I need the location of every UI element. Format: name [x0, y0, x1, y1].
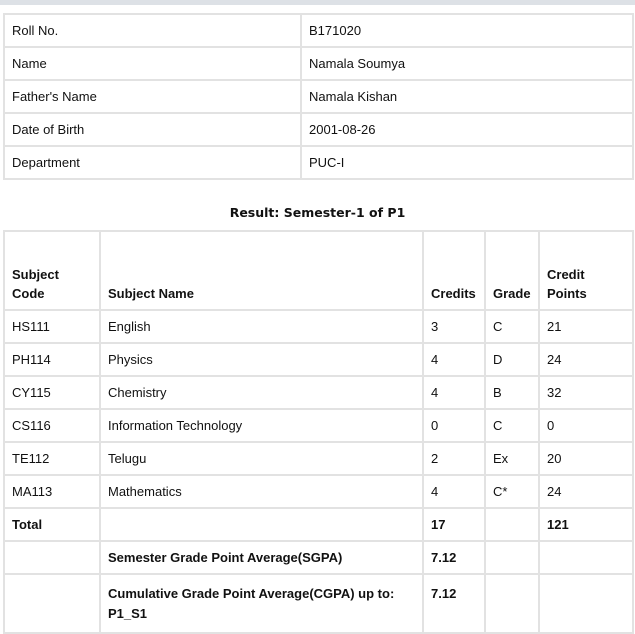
subject-code: HS111 — [4, 310, 100, 343]
subject-credits: 4 — [423, 343, 485, 376]
cgpa-value: 7.12 — [423, 574, 485, 633]
subject-name: Mathematics — [100, 475, 423, 508]
header-subject-code-line2: Code — [12, 286, 45, 301]
subject-credit-points: 20 — [539, 442, 633, 475]
student-info-table — [3, 13, 634, 180]
header-credit-points — [539, 231, 633, 310]
subject-credits: 4 — [423, 475, 485, 508]
roll-label: Roll No. — [4, 14, 301, 47]
info-row-father — [4, 80, 633, 113]
total-row — [4, 508, 633, 541]
subject-credit-points: 24 — [539, 475, 633, 508]
dob-value: 2001-08-26 — [301, 113, 633, 146]
sgpa-empty-grade — [485, 541, 539, 574]
name-value: Namala Soumya — [301, 47, 633, 80]
subject-name: English — [100, 310, 423, 343]
subject-grade: C — [485, 310, 539, 343]
dob-label: Date of Birth — [4, 113, 301, 146]
department-value: PUC-I — [301, 146, 633, 179]
total-credit-points: 121 — [539, 508, 633, 541]
cgpa-empty-grade — [485, 574, 539, 633]
subject-code: CY115 — [4, 376, 100, 409]
subject-credit-points: 32 — [539, 376, 633, 409]
cgpa-row — [4, 574, 633, 633]
subject-grade: D — [485, 343, 539, 376]
subject-credits: 4 — [423, 376, 485, 409]
sgpa-label: Semester Grade Point Average(SGPA) — [100, 541, 423, 574]
table-row — [4, 343, 633, 376]
name-label: Name — [4, 47, 301, 80]
cgpa-label-line1: Cumulative Grade Point Average(CGPA) up to: — [108, 586, 395, 601]
total-empty-name — [100, 508, 423, 541]
subject-code: MA113 — [4, 475, 100, 508]
result-header-row — [4, 231, 633, 310]
total-empty-grade — [485, 508, 539, 541]
subject-name: Physics — [100, 343, 423, 376]
info-row-department — [4, 146, 633, 179]
header-credits: Credits — [423, 231, 485, 310]
table-row — [4, 376, 633, 409]
header-subject-code — [4, 231, 100, 310]
info-row-roll — [4, 14, 633, 47]
subject-code: CS116 — [4, 409, 100, 442]
subject-grade: C* — [485, 475, 539, 508]
subject-name: Telugu — [100, 442, 423, 475]
subject-credits: 3 — [423, 310, 485, 343]
info-row-name — [4, 47, 633, 80]
result-caption: Result: Semester-1 of P1 — [229, 205, 406, 220]
subject-credit-points: 0 — [539, 409, 633, 442]
subject-code: TE112 — [4, 442, 100, 475]
cgpa-empty-code — [4, 574, 100, 633]
subject-grade: C — [485, 409, 539, 442]
header-credit-points-line1: Credit — [547, 267, 585, 282]
table-row — [4, 442, 633, 475]
father-value: Namala Kishan — [301, 80, 633, 113]
subject-credit-points: 24 — [539, 343, 633, 376]
sgpa-empty-code — [4, 541, 100, 574]
table-row — [4, 475, 633, 508]
header-subject-code-line1: Subject — [12, 267, 59, 282]
subject-grade: Ex — [485, 442, 539, 475]
table-row — [4, 409, 633, 442]
result-table — [3, 230, 634, 634]
sgpa-value: 7.12 — [423, 541, 485, 574]
cgpa-empty-points — [539, 574, 633, 633]
total-credits: 17 — [423, 508, 485, 541]
subject-name: Chemistry — [100, 376, 423, 409]
header-subject-name: Subject Name — [100, 231, 423, 310]
father-label: Father's Name — [4, 80, 301, 113]
subject-name: Information Technology — [100, 409, 423, 442]
department-label: Department — [4, 146, 301, 179]
sgpa-row — [4, 541, 633, 574]
header-credit-points-line2: Points — [547, 286, 587, 301]
subject-credit-points: 21 — [539, 310, 633, 343]
sgpa-empty-points — [539, 541, 633, 574]
roll-value: B171020 — [301, 14, 633, 47]
table-row — [4, 310, 633, 343]
subject-credits: 2 — [423, 442, 485, 475]
total-label: Total — [4, 508, 100, 541]
subject-credits: 0 — [423, 409, 485, 442]
subject-grade: B — [485, 376, 539, 409]
info-row-dob — [4, 113, 633, 146]
cgpa-label-line2: P1_S1 — [108, 606, 148, 621]
subject-code: PH114 — [4, 343, 100, 376]
top-border-bar — [0, 0, 635, 5]
header-grade: Grade — [485, 231, 539, 310]
cgpa-label — [100, 574, 423, 633]
